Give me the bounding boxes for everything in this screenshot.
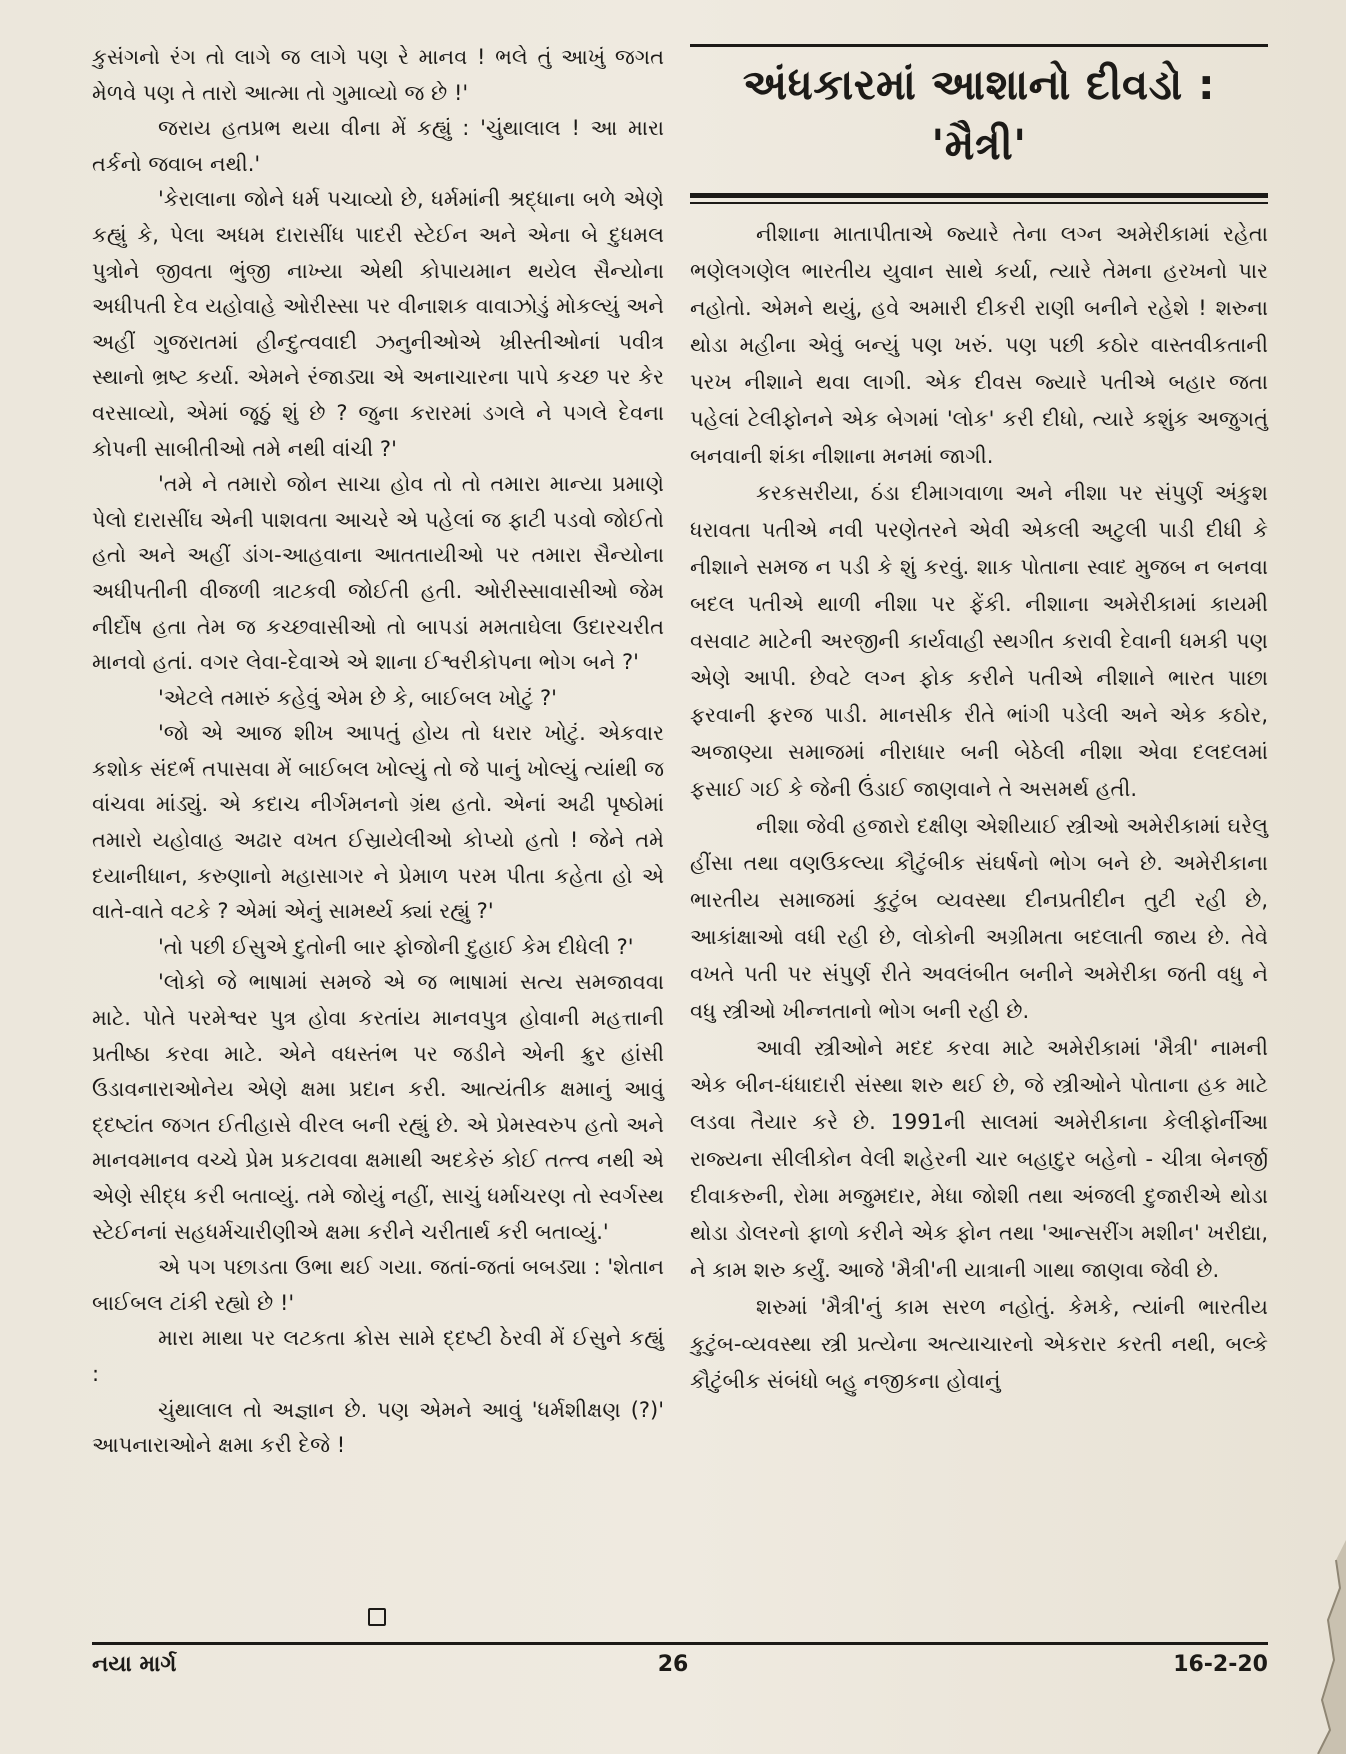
left-paragraph: 'કેરાલાના જોને ધર્મ પચાવ્યો છે, ધર્મમાંની શ્રદ્ધાના બળે એણે કહ્યું કે, પેલા અધમ દારાસીંધ પાદરી સ્ટેઈન અને એના બે દુધમલ પુત્રોને જીવતા ભુંજી નાખ્યા એથી કોપાયમાન થયેલ સૈન્યોના અધીપતી દેવ યહોવાહે ઓરીસ્સા પર વીનાશક વાવાઝોડું મોકલ્યું અને અહીં ગુજરાતમાં હીન્દુત્વવાદી ઝનુનીઓએ ખ્રીસ્તીઓનાં પવીત્ર સ્થાનો ભ્રષ્ટ કર્યા. એમને રંજાડ્યા એ અનાચારના પાપે કચ્છ પર કેર વરસાવ્યો, એમાં જૂઠું શું છે ? જુના કરારમાં ડગલે ને પગલે દેવના કોપની સાબીતીઓ તમે નથી વાંચી ?' — [92, 187, 664, 461]
issue-date: 16-2-20 — [1173, 1652, 1268, 1677]
left-paragraph: 'તમે ને તમારો જોન સાચા હોવ તો તો તમારા માન્યા પ્રમાણે પેલો દારાસીંઘ એની પાશવતા આચરે એ પહેલાં જ ફાટી પડવો જોઈતો હતો અને અહીં ડાંગ-આહવાના આતતાયીઓ પર તમારા સૈન્યોના અધીપતીની વીજળી ત્રાટકવી જોઈતી હતી. ઓરીસ્સાવાસીઓ જેમ નીર્દોષ હતા તેમ જ કચ્છવાસીઓ તો બાપડાં મમતાઘેલા ઉદારચરીત માનવો હતાં. વગર લેવા-દેવાએ એ શાના ઈશ્વરીકોપના ભોગ બને ?' — [92, 472, 664, 675]
article-paragraph: કરકસરીયા, ઠંડા દીમાગવાળા અને નીશા પર સંપુર્ણ અંકુશ ધરાવતા પતીએ નવી પરણેતરને એવી એકલી અટુલી પાડી દીધી કે નીશાને સમજ ન પડી કે શું કરવું. શાક પોતાના સ્વાદ મુજબ ન બનવા બદલ પતીએ થાળી નીશા પર ફેંકી. નીશાના અમેરીકામાં કાયમી વસવાટ માટેની અરજીની કાર્યવાહી સ્થગીત કરાવી દેવાની ધમકી પણ એણે આપી. છેવટે લગ્ન ફોક કરીને પતીએ નીશાને ભારત પાછા ફરવાની ફરજ પાડી. માનસીક રીતે ભાંગી પડેલી અને એક કઠોર, અજાણ્યા સમાજમાં નીરાધાર બની બેઠેલી નીશા એવા દલદલમાં ફસાઈ ગઈ કે જેની ઉંડાઈ જાણવાને તે અસમર્થ હતી. — [690, 481, 1268, 801]
left-paragraph: 'જો એ આજ શીખ આપતું હોય તો ધરાર ખોટું. એકવાર કશોક સંદર્ભ તપાસવા મેં બાઈબલ ખોલ્યું તો જે પાનું ખોલ્યું ત્યાંથી જ વાંચવા માંડ્યું. એ કદાચ નીર્ગમનનો ગ્રંથ હતો. એનાં અઢી પૃષ્ઠોમાં તમારો યહોવાહ અઢાર વખત ઈસ્રાયેલીઓ કોપ્યો હતો ! જેને તમે દયાનીધાન, કરુણાનો મહાસાગર ને પ્રેમાળ પરમ પીતા કહેતા હો એ વાતે-વાતે વટકે ? એમાં એનું સામર્થ્ય ક્યાં રહ્યું ?' — [92, 721, 664, 924]
article-body — [690, 216, 1268, 1400]
magazine-name: નયા માર્ગ — [92, 1652, 177, 1677]
torn-corner-graphic — [1306, 1540, 1346, 1754]
article-paragraph: આવી સ્ત્રીઓને મદદ કરવા માટે અમેરીકામાં 'મૈત્રી' નામની એક બીન-ધંધાદારી સંસ્થા શરુ થઈ છે, જે સ્ત્રીઓને પોતાના હક માટે લડવા તૈયાર કરે છે. 1991ની સાલમાં અમેરીકાના કેલીફોર્નીઆ રાજ્યના સીલીકોન વેલી શહેરની ચાર બહાદુર બહેનો - ચીત્રા બેનર્જી દીવાકરુની, રોમા મજુમદાર, મેધા જોશી તથા અંજલી દુજારીએ થોડા થોડા ડોલરનો ફાળો કરીને એક ફોન તથા 'આન્સરીંગ મશીન' ખરીદ્યા, ને કામ શરુ કર્યું. આજે 'મૈત્રી'ની યાત્રાની ગાથા જાણવા જેવી છે. — [690, 1036, 1268, 1282]
left-paragraph: 'એટલે તમારું કહેવું એમ છે કે, બાઈબલ ખોટું ?' — [158, 685, 557, 710]
left-paragraph: 'તો પછી ઈસુએ દુતોની બાર ફોજોની દુહાઈ કેમ દીધેલી ?' — [158, 934, 634, 959]
left-paragraph: એ પગ પછાડતા ઉભા થઈ ગયા. જતાં-જતાં બબડ્યા : 'શેતાન બાઈબલ ટાંકી રહ્યો છે !' — [92, 1255, 664, 1315]
left-paragraph: કુસંગનો રંગ તો લાગે જ લાગે પણ રે માનવ ! ભલે તું આખું જગત મેળવે પણ તે તારો આત્મા તો ગુમાવ્યો જ છે !' — [92, 45, 664, 105]
article-paragraph: શરુમાં 'મૈત્રી'નું કામ સરળ નહોતું. કેમકે, ત્યાંની ભારતીય કુટુંબ-વ્યવસ્થા સ્ત્રી પ્રત્યેના અત્યાચારનો એકરાર કરતી નથી, બલ્કે કૌટુંબીક સંબંધો બહુ નજીકના હોવાનું — [690, 1295, 1268, 1393]
end-of-article-mark — [368, 1608, 386, 1626]
left-paragraph: જરાય હતપ્રભ થયા વીના મેં કહ્યું : 'ચુંથાલાલ ! આ મારા તર્કનો જવાબ નથી.' — [92, 116, 664, 176]
left-paragraph: 'લોકો જે ભાષામાં સમજે એ જ ભાષામાં સત્ય સમજાવવા માટે. પોતે પરમેશ્વર પુત્ર હોવા કરતાંય માનવપુત્ર હોવાની મહત્તાની પ્રતીષ્ઠા કરવા માટે. એને વધસ્તંભ પર જડીને એની ક્રુર હાંસી ઉડાવનારાઓનેય એણે ક્ષમા પ્રદાન કરી. આત્યંતીક ક્ષમાનું આવું દ્દષ્ટાંત જગત ઈતીહાસે વીરલ બની રહ્યું છે. એ પ્રેમસ્વરુપ હતો અને માનવમાનવ વચ્ચે પ્રેમ પ્રકટાવવા ક્ષમાથી અદકેરું કોઈ તત્ત્વ નથી એ એણે સીદ્ધ કરી બતાવ્યું. તમે જોયું નહીં, સાચું ધર્માચરણ તો સ્વર્ગસ્થ સ્ટેઈનનાં સહધર્મચારીણીએ ક્ષમા કરીને ચરીતાર્થ કરી બતાવ્યું.' — [92, 970, 664, 1244]
headline-rule-thin — [690, 202, 1268, 204]
article-paragraph: નીશાના માતાપીતાએ જ્યારે તેના લગ્ન અમેરીકામાં રહેતા ભણેલગણેલ ભારતીય યુવાન સાથે કર્યા, ત્યારે તેમના હરખનો પાર નહોતો. એમને થયું, હવે અમારી દીકરી રાણી બનીને રહેશે ! શરુના થોડા મહીના એવું બન્યું પણ ખરું. પણ પછી કઠોર વાસ્તવીકતાની પરખ નીશાને થવા લાગી. એક દીવસ જ્યારે પતીએ બહાર જતા પહેલાં ટેલીફોનને એક બેગમાં 'લોક' કરી દીધો, ત્યારે કશુંક અજુગતું બનવાની શંકા નીશાના મનમાં જાગી. — [690, 222, 1268, 468]
footer-rule — [92, 1642, 1268, 1645]
left-paragraph: મારા માથા પર લટકતા ક્રોસ સામે દ્દષ્ટી ઠેરવી મેં ઈસુને કહ્યું : — [92, 1326, 664, 1386]
left-paragraph: ચુંથાલાલ તો અજ્ઞાન છે. પણ એમને આવું 'ધર્મશીક્ષણ (?)' આપનારાઓને ક્ષમા કરી દેજે ! — [92, 1397, 664, 1458]
page-number: 26 — [657, 1652, 689, 1677]
article-paragraph: નીશા જેવી હજારો દક્ષીણ એશીયાઈ સ્ત્રીઓ અમેરીકામાં ઘરેલુ હીંસા તથા વણઉકલ્યા કૌટુંબીક સંઘર્ષનો ભોગ બને છે. અમેરીકાના ભારતીય સમાજમાં કુટુંબ વ્યવસ્થા દીનપ્રતીદીન તુટી રહી છે, આકાંક્ષાઓ વધી રહી છે, લોકોની અગ્રીમતા બદલાતી જાય છે. તેવે વખતે પતી પર સંપુર્ણ રીતે અવલંબીત બનીને અમેરીકા જતી વધુ ને વધુ સ્ત્રીઓ ખીન્નતાનો ભોગ બની રહી છે. — [690, 814, 1268, 1023]
left-column — [92, 40, 664, 1464]
article-headline: અંધકારમાં આશાનો દીવડો : 'મૈત્રી' — [690, 44, 1268, 175]
headline-rule — [690, 193, 1268, 198]
article-column — [690, 44, 1268, 1400]
